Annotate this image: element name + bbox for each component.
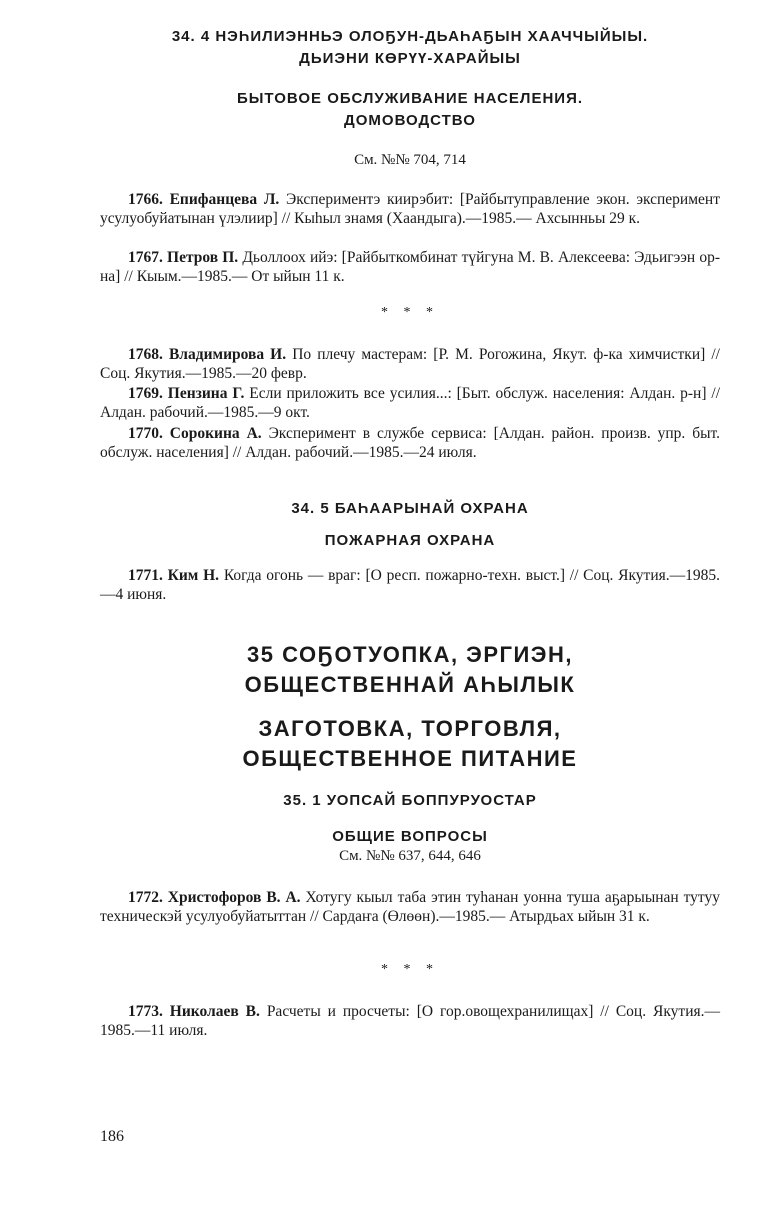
entry-number: 1768.: [128, 346, 163, 363]
bib-entry-1766: [100, 190, 720, 228]
entry-number: 1770.: [128, 425, 163, 442]
entry-text: Экспериментэ киирэбит: [Райбытуправление экон. эксперимент усулуобуйатынан үлэлиир] // Кыһыл знамя (Хаандыга).—1985.— Ахсынньы 29 к.: [100, 191, 720, 227]
section-34-4-subtitle: [100, 88, 720, 132]
bib-entry-1772: [100, 888, 720, 926]
page-number: 186: [100, 1128, 124, 1145]
chapter-35-title-ru: [100, 714, 720, 774]
entry-text: Если приложить все усилия...: [Быт. обслуж. населения: Алдан. р-н] // Алдан. рабочий.—1985.—9 окт.: [100, 385, 721, 421]
separator-stars: * * *: [381, 962, 439, 977]
section-34-5-title: 34. 5 БАҺААРЫНАЙ ОХРАНА: [291, 500, 529, 517]
section-34-4-title: [100, 26, 720, 70]
bib-entry-1769: [100, 384, 720, 422]
bib-entry-1773: [100, 1002, 720, 1040]
entry-author: Петров П.: [167, 249, 239, 266]
entry-text: Когда огонь — враг: [О респ. пожарно-техн. выст.] // Соц. Якутия.—1985.—4 июня.: [100, 567, 720, 603]
bib-entry-1767: [100, 248, 720, 286]
entry-number: 1772.: [128, 889, 163, 906]
entry-number: 1771.: [128, 567, 163, 584]
section-title-line: 34. 4 НЭҺИЛИЭННЬЭ ОЛОҔУН-ДЬАҺАҔЫН ХААЧЧЫЙЫЫ.: [171, 28, 649, 45]
entry-author: Владимирова И.: [168, 346, 287, 363]
entry-text: По плечу мастерам: [Р. М. Рогожина, Якут. ф-ка химчистки] // Соц. Якутия.—1985.—20 февр.: [100, 346, 720, 382]
entry-number: 1773.: [128, 1003, 163, 1020]
entry-number: 1766.: [128, 191, 163, 208]
entry-author: Епифанцева Л.: [169, 191, 280, 208]
see-also-ref: См. №№ 637, 644, 646: [339, 848, 481, 864]
entry-number: 1769.: [128, 385, 163, 402]
chapter-35-title: [100, 640, 720, 700]
see-also-ref: См. №№ 704, 714: [354, 152, 466, 168]
bib-entry-1770: [100, 424, 720, 462]
subtitle-line: ДОМОВОДСТВО: [344, 112, 476, 129]
chapter-title-line: ОБЩЕСТВЕННАЙ АҺЫЛЫК: [244, 672, 576, 697]
chapter-title-line: 35 СОҔОТУОПКА, ЭРГИЭН,: [247, 642, 573, 667]
separator-stars: * * *: [381, 305, 439, 320]
bib-entry-1768: [100, 345, 720, 383]
section-35-1-title: 35. 1 УОПСАЙ БОППУРУОСТАР: [283, 792, 537, 809]
entry-number: 1767.: [128, 249, 163, 266]
subtitle-line: БЫТОВОЕ ОБСЛУЖИВАНИЕ НАСЕЛЕНИЯ.: [236, 90, 584, 107]
entry-author: Христофоров В. А.: [167, 889, 301, 906]
entry-text: Дьоллоох ийэ: [Райбыткомбинат түйгуна М. В. Алексеева: Эдьигээн ор-на] // Кыым.—1985.— От ыйын 11 к.: [100, 249, 721, 285]
entry-author: Николаев В.: [169, 1003, 260, 1020]
section-34-5-subtitle: ПОЖАРНАЯ ОХРАНА: [324, 532, 496, 549]
entry-author: Сорокина А.: [169, 425, 262, 442]
section-35-1-subtitle: ОБЩИЕ ВОПРОСЫ: [332, 828, 488, 845]
entry-text: Эксперимент в службе сервиса: [Алдан. район. произв. упр. быт. обслуж. населения] // Алдан. рабочий.—1985.—24 июля.: [100, 425, 720, 461]
entry-author: Ким Н.: [167, 567, 220, 584]
entry-text: Хотугу кыыл таба этин туһанан уонна туша аҕарыынан тутуу техническэй усулуобуйатыттан // Сардаҥа (Өлөөн).—1985.— Атырдьах ыйын 31 к.: [100, 889, 721, 925]
entry-text: Расчеты и просчеты: [О гор.овощехранилищах] // Соц. Якутия.—1985.—11 июля.: [100, 1003, 720, 1039]
bib-entry-1771: [100, 566, 720, 604]
chapter-title-line: ЗАГОТОВКА, ТОРГОВЛЯ,: [258, 716, 562, 741]
section-title-line: ДЬИЭНИ КӨРҮҮ-ХАРАЙЫЫ: [299, 50, 521, 67]
chapter-title-line: ОБЩЕСТВЕННОЕ ПИТАНИЕ: [242, 746, 578, 771]
entry-author: Пензина Г.: [167, 385, 245, 402]
